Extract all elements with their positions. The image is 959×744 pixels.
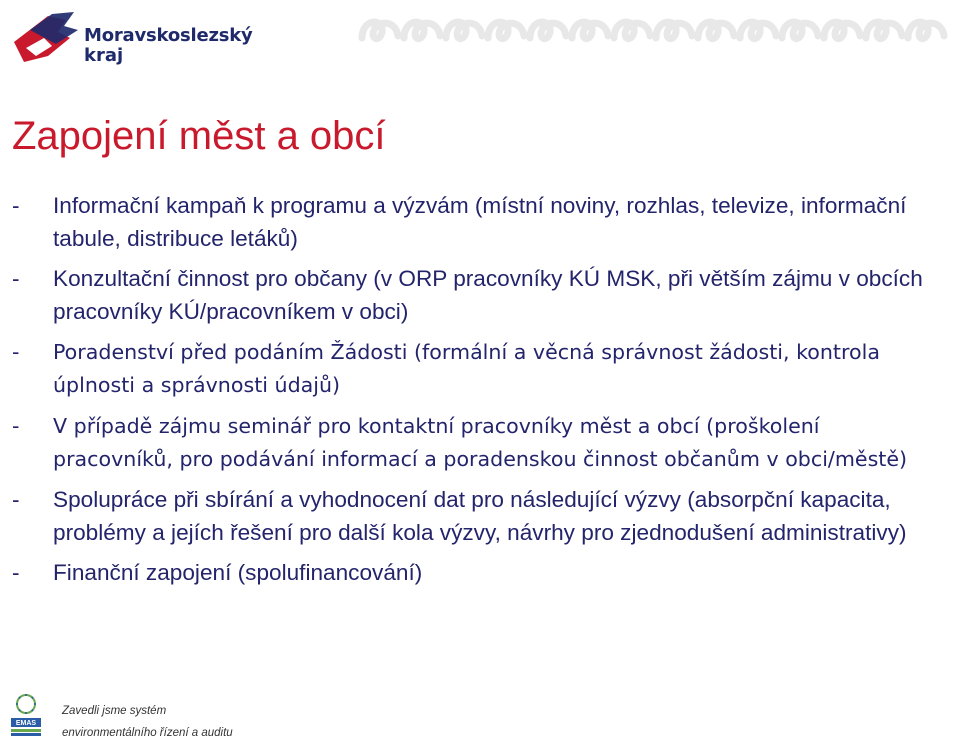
ornament-loop <box>530 22 566 38</box>
footer <box>8 690 448 740</box>
bullet-item <box>12 410 942 476</box>
ornament-loop <box>824 22 860 38</box>
bullet-text: Informační kampaň k programu a výzvám (místní noviny, rozhlas, televize, informační tabule, distribuce letáků) <box>53 193 907 251</box>
moravskoslezsky-kraj-logo <box>8 8 253 72</box>
bullet-item <box>12 484 942 549</box>
ornament-loop <box>614 22 650 38</box>
bullet-item <box>12 263 942 328</box>
bullet-item <box>12 190 942 255</box>
bullet-dash: - <box>12 193 20 218</box>
bullet-dash: - <box>12 560 20 585</box>
ornament-loop <box>782 22 818 38</box>
ornament-loop <box>656 22 692 38</box>
footer-line-2: environmentálního řízení a auditu <box>62 727 233 739</box>
emas-logo <box>8 692 44 738</box>
bullet-text: Poradenství před podáním Žádosti (formální a věcná správnost žádosti, kontrola úplnosti a správnosti údajů) <box>53 340 880 397</box>
bullet-dash: - <box>12 340 20 364</box>
ornament-loop <box>740 22 776 38</box>
logo-line-1: Moravskoslezský <box>84 25 253 46</box>
ornament-loop <box>362 22 398 38</box>
region-emblem-icon <box>8 8 84 72</box>
ornament-loop <box>446 22 482 38</box>
logo-line-2: kraj <box>84 45 124 66</box>
bullet-item <box>12 557 942 590</box>
footer-line-1: Zavedli jsme systém <box>62 705 167 717</box>
ornament-loop <box>866 22 902 38</box>
slide-title: Zapojení měst a obcí <box>12 114 386 158</box>
bullet-item <box>12 336 942 402</box>
decorative-ornament-band <box>358 10 954 50</box>
ornament-loop <box>572 22 608 38</box>
bullet-dash: - <box>12 487 20 512</box>
ornament-loop <box>908 22 944 38</box>
bullet-text: V případě zájmu seminář pro kontaktní pracovníky měst a obcí (proškolení pracovníků, pro podávání informací a poradenskou činnost občanům v obci/městě) <box>53 414 908 471</box>
ornament-loop <box>488 22 524 38</box>
bullet-dash: - <box>12 414 20 438</box>
bullet-list <box>12 190 942 598</box>
logo-text <box>84 26 253 66</box>
bullet-text: Konzultační činnost pro občany (v ORP pracovníky KÚ MSK, při větším zájmu v obcích pracovníky KÚ/pracovníkem v obci) <box>53 266 923 324</box>
footer-text <box>62 700 233 744</box>
ornament-loop <box>404 22 440 38</box>
emas-label: EMAS <box>15 720 37 727</box>
ornament-loop <box>698 22 734 38</box>
bullet-text: Finanční zapojení (spolufinancování) <box>53 560 423 585</box>
bullet-text: Spolupráce při sbírání a vyhodnocení dat pro následující výzvy (absorpční kapacita, problémy a jejích řešení pro další kola výzvy, návrhy pro zjednodušení administrativy) <box>53 487 907 545</box>
bullet-dash: - <box>12 266 20 291</box>
